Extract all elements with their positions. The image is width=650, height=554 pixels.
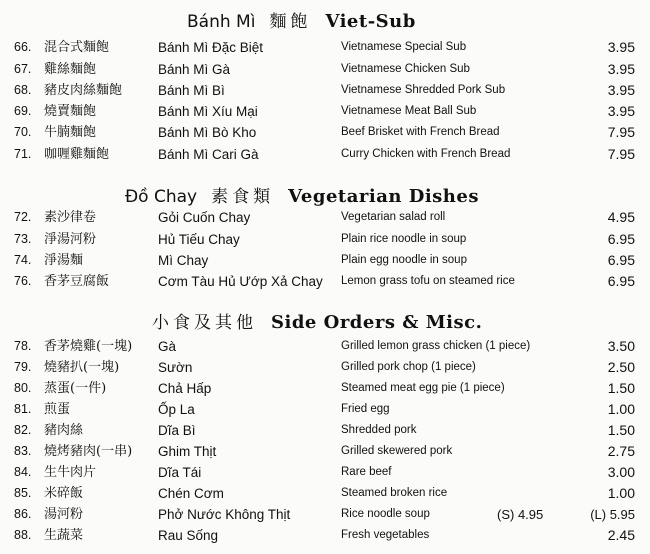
item-chinese-name: 豬肉絲 [44, 423, 84, 438]
item-vietnamese-name: Chén Cơm [158, 486, 224, 501]
menu-item [0, 229, 650, 250]
item-english-name: Plain egg noodle in soup [341, 254, 467, 266]
section-heading [125, 182, 479, 207]
item-price: 2.45 [607, 527, 635, 543]
item-number: 84. [14, 465, 32, 479]
item-vietnamese-name: Dĩa Tái [158, 465, 202, 480]
item-number: 66. [14, 40, 32, 54]
item-number: 79. [14, 360, 32, 374]
item-price: 4.95 [607, 209, 635, 225]
menu-item [0, 525, 650, 546]
item-price-large: (L) 5.95 [590, 507, 635, 522]
item-english-name: Beef Brisket with French Bread [341, 126, 500, 138]
section-heading [152, 308, 482, 333]
item-chinese-name: 香茅豆腐飯 [44, 274, 110, 289]
item-vietnamese-name: Sườn [158, 360, 193, 375]
heading-vietnamese: Đồ Chay [125, 187, 198, 207]
item-price: 1.00 [607, 485, 635, 501]
item-vietnamese-name: Phở Nước Không Thịt [158, 507, 291, 522]
item-vietnamese-name: Bánh Mì Bò Kho [158, 125, 257, 140]
item-number: 86. [14, 507, 32, 521]
menu-item [0, 441, 650, 462]
item-chinese-name: 香茅燒雞(一塊) [44, 339, 133, 354]
item-price: 3.95 [607, 103, 635, 119]
item-chinese-name: 米碎飯 [44, 486, 84, 501]
item-chinese-name: 燒賣麵飽 [44, 104, 97, 119]
menu-item [0, 483, 650, 504]
menu-item [0, 462, 650, 483]
item-chinese-name: 燒烤豬肉(一串) [44, 444, 133, 459]
item-english-name: Grilled skewered pork [341, 445, 453, 457]
item-english-name: Grilled pork chop (1 piece) [341, 361, 476, 373]
item-number: 67. [14, 62, 32, 76]
menu-item [0, 336, 650, 357]
item-vietnamese-name: Gà [158, 339, 177, 354]
heading-chinese: 麵飽 [269, 12, 312, 32]
item-chinese-name: 煎蛋 [44, 402, 71, 417]
item-chinese-name: 雞絲麵飽 [44, 62, 97, 77]
item-english-name: Shredded pork [341, 424, 417, 436]
item-price: 3.95 [607, 82, 635, 98]
item-vietnamese-name: Dĩa Bì [158, 423, 196, 438]
item-number: 71. [14, 147, 32, 161]
heading-english: Side Orders & Misc. [271, 312, 483, 333]
item-price: 7.95 [607, 124, 635, 140]
menu-item [0, 399, 650, 420]
item-price: 2.50 [607, 359, 635, 375]
item-english-name: Grilled lemon grass chicken (1 piece) [341, 340, 531, 352]
item-number: 68. [14, 83, 32, 97]
item-vietnamese-name: Ghim Thịt [158, 444, 217, 459]
item-english-name: Vietnamese Special Sub [341, 41, 467, 53]
menu-item [0, 504, 650, 525]
heading-vietnamese: Bánh Mì [187, 12, 256, 32]
item-price-small: (S) 4.95 [497, 507, 544, 522]
item-english-name: Lemon grass tofu on steamed rice [341, 275, 515, 287]
item-chinese-name: 燒豬扒(一塊) [44, 360, 120, 375]
item-number: 73. [14, 232, 32, 246]
item-number: 78. [14, 339, 32, 353]
menu-item [0, 37, 650, 58]
item-vietnamese-name: Bánh Mì Cari Gà [158, 147, 259, 162]
item-english-name: Rice noodle soup [341, 508, 430, 520]
item-price: 1.50 [607, 380, 635, 396]
item-chinese-name: 咖喱雞麵飽 [44, 147, 110, 162]
item-english-name: Vietnamese Shredded Pork Sub [341, 84, 506, 96]
item-chinese-name: 素沙律卷 [44, 210, 97, 225]
item-price: 3.95 [607, 39, 635, 55]
section-heading [187, 7, 416, 32]
menu-item [0, 250, 650, 271]
item-vietnamese-name: Ốp La [158, 402, 195, 417]
item-price: 2.75 [607, 443, 635, 459]
menu-item [0, 378, 650, 399]
item-price: 7.95 [607, 146, 635, 162]
item-chinese-name: 豬皮肉絲麵飽 [44, 83, 123, 98]
item-chinese-name: 牛腩麵飽 [44, 125, 97, 140]
item-english-name: Plain rice noodle in soup [341, 233, 467, 245]
item-number: 83. [14, 444, 32, 458]
item-vietnamese-name: Rau Sống [158, 528, 219, 543]
item-vietnamese-name: Mì Chay [158, 253, 209, 268]
item-number: 88. [14, 528, 32, 542]
item-chinese-name: 淨湯麵 [44, 253, 84, 268]
item-chinese-name: 蒸蛋(一件) [44, 381, 107, 396]
item-vietnamese-name: Bánh Mì Xíu Mại [158, 104, 258, 119]
item-chinese-name: 混合式麵飽 [44, 40, 110, 55]
item-vietnamese-name: Cơm Tàu Hủ Ướp Xả Chay [158, 274, 323, 289]
item-number: 74. [14, 253, 32, 267]
item-english-name: Steamed meat egg pie (1 piece) [341, 382, 505, 394]
item-chinese-name: 生牛肉片 [44, 465, 97, 480]
item-english-name: Vegetarian salad roll [341, 211, 446, 223]
item-english-name: Steamed broken rice [341, 487, 448, 499]
item-chinese-name: 湯河粉 [44, 507, 84, 522]
item-vietnamese-name: Chả Hấp [158, 381, 212, 396]
heading-english: Vegetarian Dishes [288, 186, 479, 207]
item-english-name: Vietnamese Meat Ball Sub [341, 105, 477, 117]
item-vietnamese-name: Gỏi Cuốn Chay [158, 210, 251, 225]
menu-item [0, 357, 650, 378]
menu-item [0, 271, 650, 292]
menu-item [0, 144, 650, 165]
item-english-name: Vietnamese Chicken Sub [341, 63, 470, 75]
item-price: 3.00 [607, 464, 635, 480]
item-vietnamese-name: Bánh Mì Bì [158, 83, 225, 98]
item-price: 1.00 [607, 401, 635, 417]
item-price: 1.50 [607, 422, 635, 438]
heading-chinese: 素食類 [211, 187, 275, 207]
item-price: 6.95 [607, 231, 635, 247]
item-number: 81. [14, 402, 32, 416]
item-vietnamese-name: Bánh Mì Đặc Biệt [158, 40, 264, 55]
item-number: 76. [14, 274, 32, 288]
item-number: 85. [14, 486, 32, 500]
item-english-name: Rare beef [341, 466, 392, 478]
item-number: 70. [14, 125, 32, 139]
heading-english: Viet-Sub [325, 11, 416, 32]
item-number: 80. [14, 381, 32, 395]
item-vietnamese-name: Bánh Mì Gà [158, 62, 231, 77]
menu-item [0, 207, 650, 228]
item-chinese-name: 生蔬菜 [44, 528, 84, 543]
item-price: 3.95 [607, 61, 635, 77]
item-number: 69. [14, 104, 32, 118]
item-price: 3.50 [607, 338, 635, 354]
item-number: 72. [14, 210, 32, 224]
item-vietnamese-name: Hủ Tiếu Chay [158, 232, 240, 247]
item-chinese-name: 淨湯河粉 [44, 232, 97, 247]
item-price: 6.95 [607, 252, 635, 268]
menu-item [0, 59, 650, 80]
item-price: 6.95 [607, 273, 635, 289]
menu-item [0, 122, 650, 143]
item-english-name: Fried egg [341, 403, 390, 415]
menu-item [0, 420, 650, 441]
heading-chinese: 小食及其他 [152, 313, 257, 333]
item-number: 82. [14, 423, 32, 437]
item-english-name: Curry Chicken with French Bread [341, 148, 511, 160]
menu-item [0, 80, 650, 101]
menu-item [0, 101, 650, 122]
item-english-name: Fresh vegetables [341, 529, 430, 541]
